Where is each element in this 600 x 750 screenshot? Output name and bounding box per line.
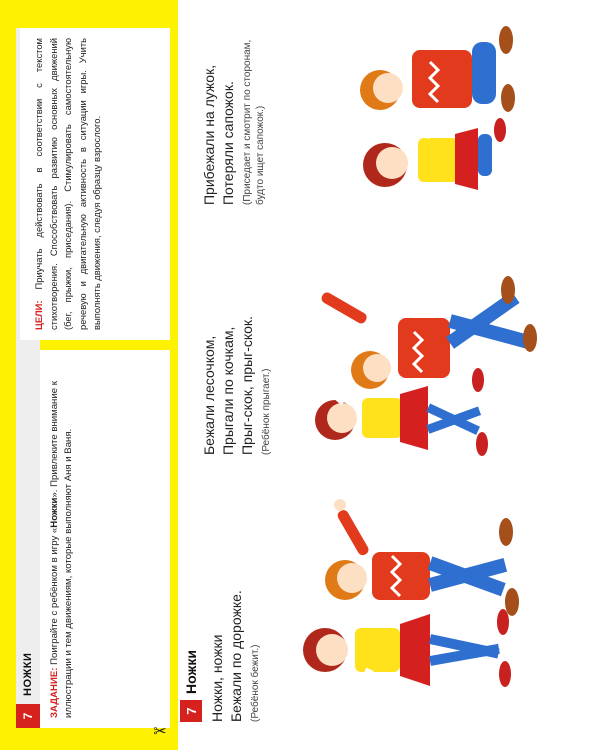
section-number-badge: 7	[180, 700, 202, 722]
goals-label: ЦЕЛИ:	[33, 300, 44, 330]
task-text-pre: Поиграйте с ребёнком в игру «	[49, 527, 60, 668]
verse-line: Прибежали на лужок,	[201, 64, 217, 205]
verse-run	[208, 590, 262, 722]
task-game-name: Ножки	[49, 497, 60, 528]
squatting-children-illustration	[330, 0, 600, 210]
verse-line: Бежали по дорожке.	[227, 590, 244, 722]
goals-box	[20, 28, 170, 340]
card-number-badge: 7	[16, 704, 40, 728]
verse-note: (Ребёнок прыгает.)	[260, 368, 272, 455]
section-title: Ножки	[183, 649, 199, 694]
verse-line: Ножки, ножки	[209, 634, 225, 722]
section-header	[180, 650, 202, 722]
task-text-post: ». Привлеките внимание к иллюстрации и тем движениям, которые выполняют Аня и Ваня.	[49, 381, 74, 718]
girl-figure	[315, 368, 488, 456]
boy-figure	[325, 499, 519, 616]
girl-figure	[363, 98, 506, 190]
task-label: ЗАДАНИЕ:	[49, 667, 60, 718]
card-title: НОЖКИ	[22, 652, 34, 696]
running-children-illustration	[300, 450, 600, 710]
verse-line: Потеряли сапожок.	[219, 81, 236, 205]
verse-note: (Ребёнок бежит.)	[249, 644, 261, 722]
verse-note: (Приседает и смотрит по сторонам, будто ищет сапожок.)	[241, 39, 266, 205]
verse-line: Прыг-скок, прыг-скок.	[238, 316, 255, 455]
boy-figure	[360, 26, 515, 112]
goals-text: Приучать действовать в соответствии с текстом стихотворения. Способствовать развитию основных движений (бег, прыжки, приседания). Стимулировать самостоятельную речевую и двигательную активность в ситуации игры. Учить выполнять движения, следуя образцу взрослого.	[33, 38, 103, 330]
jumping-children-illustration	[300, 200, 600, 460]
verse-jump	[200, 316, 273, 455]
boy-figure	[320, 276, 537, 389]
girl-figure	[303, 609, 511, 696]
verse-line: Прыгали по кочкам,	[219, 326, 236, 455]
verse-line: Бежали лесочком,	[201, 335, 217, 455]
task-box	[40, 350, 170, 728]
scissors-icon: ✂	[153, 723, 167, 741]
verse-squat	[200, 30, 267, 205]
